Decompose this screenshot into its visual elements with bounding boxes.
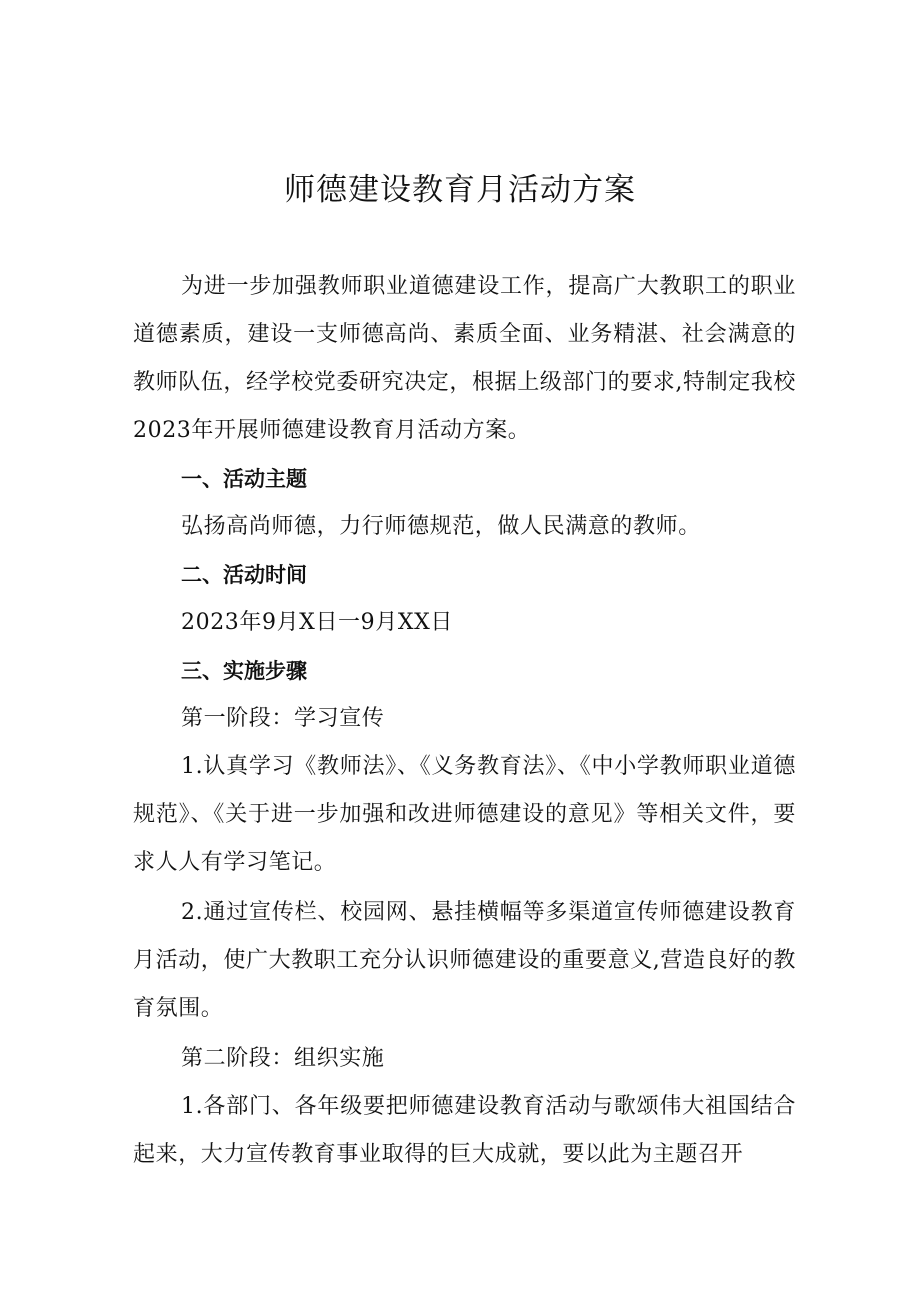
stage1-label: 第一阶段：学习宣传 — [181, 706, 385, 731]
stage2-item1: 1.各部门、各年级要把师德建设教育活动与歌颂伟大祖国结合起来，大力宣传教育事业取得的巨大成就，要以此为主题召开 — [133, 1094, 796, 1167]
theme-text: 弘扬高尚师德，力行师德规范，做人民满意的教师。 — [181, 514, 701, 539]
document-body — [133, 263, 796, 1179]
section-heading-time: 二、活动时间 — [181, 563, 307, 587]
stage1-item1: 1.认真学习《教师法》、《义务教育法》、《中小学教师职业道德规范》、《关于进一步加强和改进师德建设的意见》等相关文件，要求人人有学习笔记。 — [133, 754, 796, 875]
section-heading-theme: 一、活动主题 — [181, 467, 307, 491]
stage2-label: 第二阶段：组织实施 — [181, 1046, 385, 1071]
time-text: 2023年9月X日一9月XX日 — [181, 610, 453, 635]
section-heading-steps: 三、实施步骤 — [181, 659, 307, 683]
intro-paragraph: 为进一步加强教师职业道德建设工作，提高广大教职工的职业道德素质，建设一支师德高尚、素质全面、业务精湛、社会满意的教师队伍，经学校党委研究决定，根据上级部门的要求,特制定我校2023年开展师德建设教育月活动方案。 — [133, 274, 796, 443]
stage1-item2: 2.通过宣传栏、校园网、悬挂横幅等多渠道宣传师德建设教育月活动，使广大教职工充分认识师德建设的重要意义,营造良好的教育氛围。 — [133, 900, 796, 1021]
document-title: 师德建设教育月活动方案 — [284, 172, 636, 208]
